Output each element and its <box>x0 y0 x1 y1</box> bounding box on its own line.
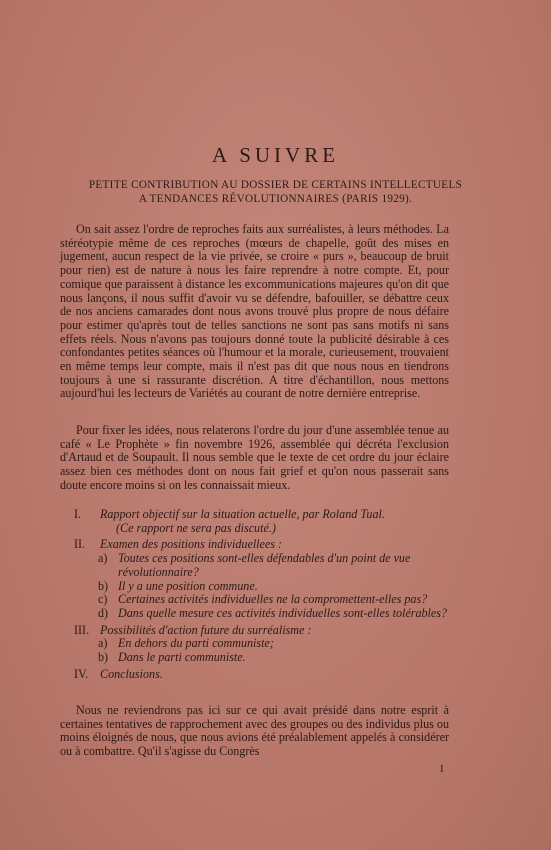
agenda-note: (Ce rapport ne sera pas discuté.) <box>116 520 276 535</box>
subitem-letter: b) <box>98 578 109 593</box>
agenda-number: I. <box>74 507 82 521</box>
subitem-text: Toutes ces positions sont-elles défendables d'un point de vue révolutionnaire? <box>118 551 411 579</box>
subitem-letter: b) <box>98 650 109 665</box>
agenda-number: IV. <box>74 666 89 681</box>
agenda-outline <box>74 508 454 681</box>
page-title: A SUIVRE <box>211 143 340 167</box>
subitem-letter: c) <box>98 592 108 607</box>
agenda-text: Conclusions. <box>100 666 163 681</box>
agenda-subitem <box>74 593 454 607</box>
agenda-item-1-content <box>100 508 385 535</box>
paragraph-intro: On sait assez l'ordre de reproches faits aux surréalistes, à leurs méthodes. La stéréotypie même de ces reproches (mœurs de chapelle, goût des mises en jugement, aucun respect de la vie privée, se croire « purs », beaucoup de bruit pour rien) est de nature à nous les faire reprendre à notre compte. Et, pour comique que paraissent à distance les excommunications majeures qu'on dit que nous lançons, il nous suffit d'avoir vu se défendre, bafouiller, se débattre ceux de nos anciens camarades dont nous avons trouvé plus propre de nous défaire pour estimer qu'après tout de telles sanctions ne sont pas sans motifs ni sans effets réels. Nous n'avons pas toujours donné toute la publicité désirable à ces confondantes petites séances où l'humour et la morale, curieusement, trouvaient en même temps leur compte, mais il n'est pas dit que nous nous en tiendrons toujours à une si rassurante discrétion. A titre d'échantillon, nous mettons aujourd'hui les lecteurs de Variétés au courant de notre dernière entreprise. <box>60 222 449 401</box>
subitem-text: Certaines activités individuelles ne la compromettent-elles pas? <box>118 592 428 607</box>
agenda-subitem <box>74 637 454 651</box>
subtitle-line-2: A TENDANCES RÉVOLUTIONNAIRES (PARIS 1929). <box>138 193 413 205</box>
agenda-item-1 <box>74 508 454 535</box>
subitem-text: Il y a une position commune. <box>118 578 258 593</box>
subtitle-line-1: PETITE CONTRIBUTION AU DOSSIER DE CERTAINS INTELLECTUELS <box>88 179 463 191</box>
paragraph-agenda-intro: Pour fixer les idées, nous relaterons l'ordre du jour d'une assemblée tenue au café « Le Prophète » fin novembre 1926, assemblée qui décréta l'exclusion d'Artaud et de Soupault. Il nous semble que le texte de cet ordre du jour éclaire assez bien ces méthodes dont on nous fait grief et qu'on nous passerait sans doute encore moins si on les connaissait mieux. <box>60 423 449 492</box>
agenda-text: Rapport objectif sur la situation actuelle, par Roland Tual. <box>100 507 385 521</box>
agenda-subitem <box>74 552 454 579</box>
agenda-item-4 <box>74 668 454 682</box>
agenda-number: III. <box>74 622 90 637</box>
subitem-letter: d) <box>98 605 109 620</box>
page-number: I <box>440 763 444 775</box>
agenda-text: Possibilités d'action future du surréalisme : <box>100 622 312 637</box>
agenda-subitem <box>74 580 454 594</box>
subtitle <box>60 178 491 206</box>
agenda-number: II. <box>74 537 86 552</box>
paragraph-conclusion: Nous ne reviendrons pas ici sur ce qui avait présidé dans notre esprit à certaines tentatives de rapprochement avec des groupes ou des individus plus ou moins éloignés de nous, que nous avions été préalablement appelés à considérer ou à combattre. Qu'il s'agisse du Congrès <box>60 703 449 759</box>
subitem-text: En dehors du parti communiste; <box>118 636 274 651</box>
agenda-subitem <box>74 607 454 621</box>
subitem-letter: a) <box>98 636 108 651</box>
agenda-item-2 <box>74 538 454 552</box>
agenda-text: Examen des positions individuellees : <box>100 537 283 552</box>
subitem-text: Dans le parti communiste. <box>118 650 246 665</box>
subitem-letter: a) <box>98 551 108 566</box>
subitem-text: Dans quelle mesure ces activités individuelles sont-elles tolérables? <box>118 605 448 620</box>
agenda-subitem <box>74 651 454 665</box>
agenda-item-3 <box>74 624 454 638</box>
